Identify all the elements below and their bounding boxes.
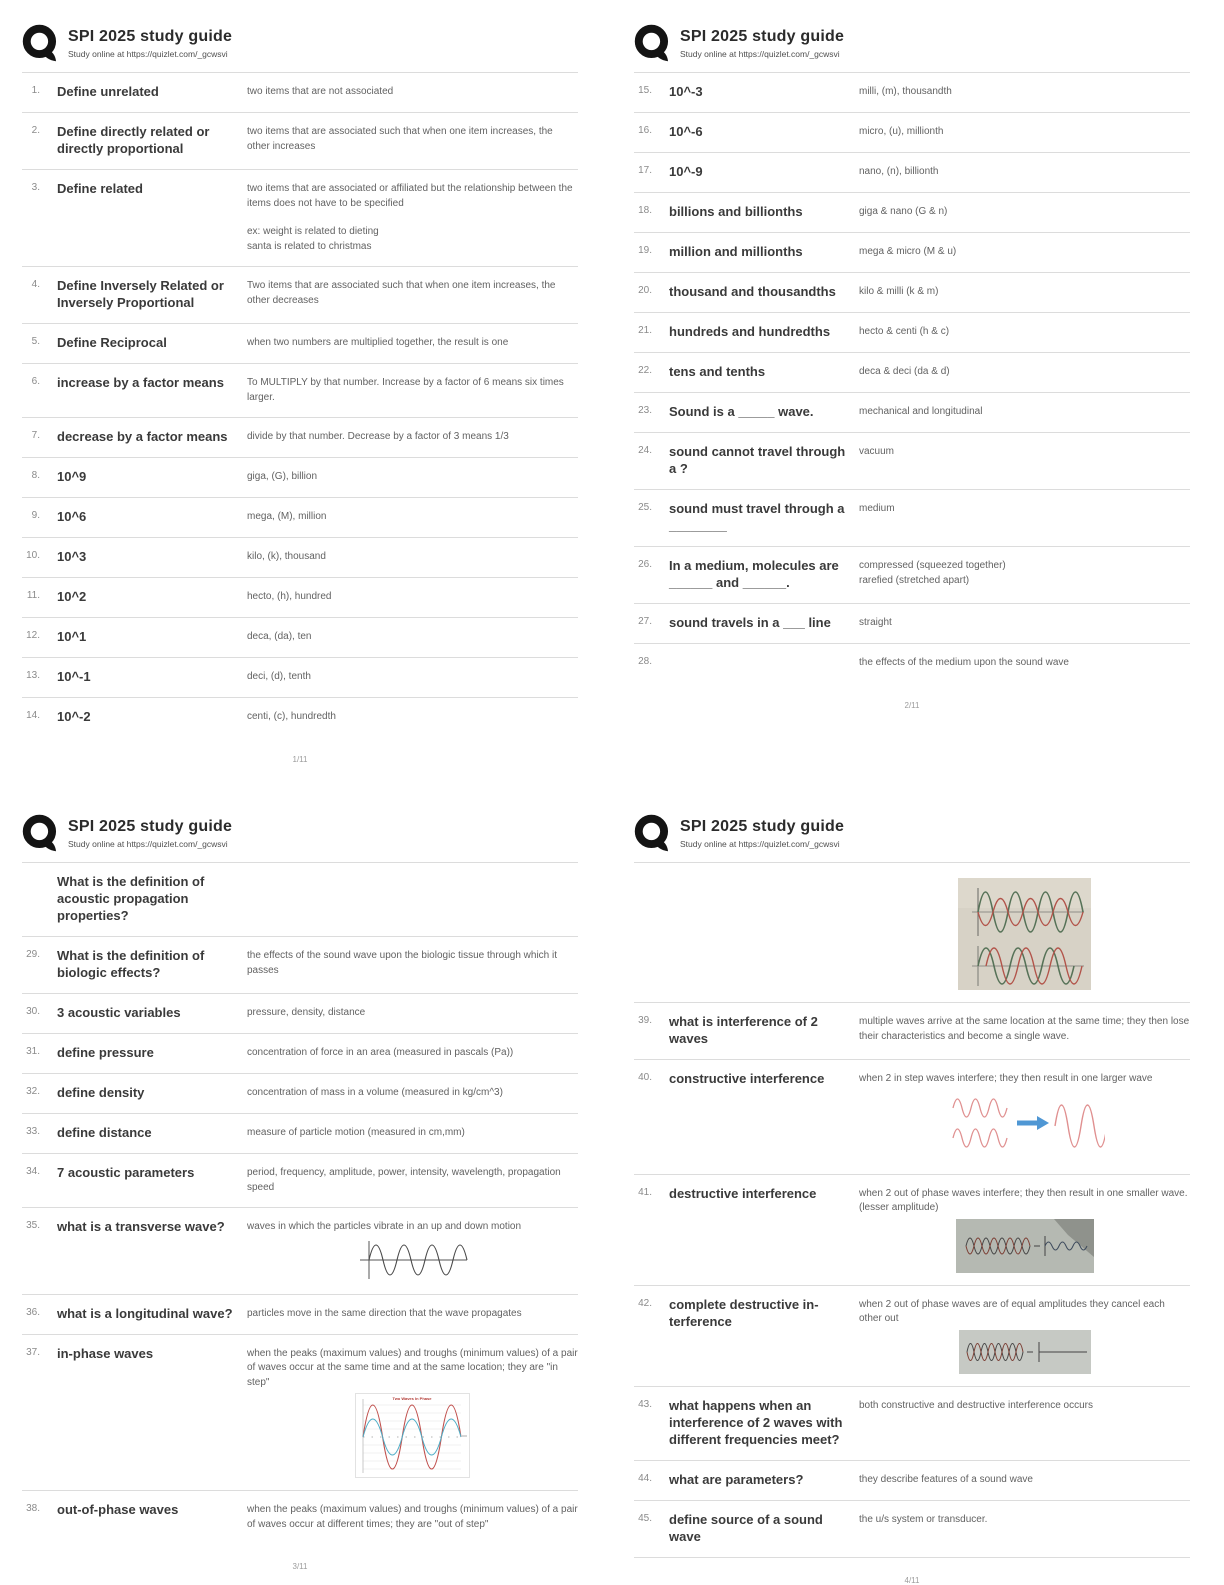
- item-number: 17.: [638, 165, 652, 176]
- item-number: 24.: [638, 445, 652, 456]
- item-number: 11.: [26, 590, 40, 601]
- item-definition: [859, 1185, 1190, 1273]
- item-row: [22, 1490, 578, 1544]
- definition-line: milli, (m), thousandth: [859, 86, 952, 97]
- item-definition: [859, 163, 1190, 180]
- item-number: 15.: [638, 85, 652, 96]
- item-definition: [247, 1084, 578, 1101]
- definition-line: when the peaks (maximum values) and troughs (minimum values) of a pair of waves occur at different times; they are "out of step": [247, 1504, 578, 1530]
- item-row: [634, 192, 1190, 232]
- item-definition: [859, 873, 1190, 990]
- item-row: [22, 1207, 578, 1294]
- page-header: [22, 24, 578, 62]
- definition-line: mega, (M), million: [247, 511, 327, 522]
- quizlet-q-logo-icon: [22, 814, 60, 852]
- definition-line: when 2 in step waves interfere; they then result in one larger wave: [859, 1073, 1153, 1084]
- item-row: [634, 1285, 1190, 1386]
- destructive-interference-photo: [956, 1219, 1094, 1273]
- definition-line: To MULTIPLY by that number. Increase by a factor of 6 means six times larger.: [247, 377, 564, 403]
- item-definition: [247, 628, 578, 645]
- item-term: 10^3: [57, 549, 87, 564]
- definition-line: santa is related to christmas: [247, 240, 372, 252]
- item-row: [22, 993, 578, 1033]
- item-number: 43.: [638, 1398, 652, 1410]
- item-term: thousand and thousandths: [669, 284, 836, 299]
- quizlet-q-logo-icon: [22, 24, 60, 62]
- item-row: [22, 363, 578, 417]
- rows: [634, 72, 1190, 683]
- item-number: 34.: [26, 1166, 40, 1177]
- complete-destructive-photo: [859, 1330, 1190, 1374]
- definition-line: the effects of the medium upon the sound wave: [859, 657, 1069, 668]
- item-term: 7 acoustic parameters: [57, 1165, 195, 1180]
- constructive-interference-diagram: [945, 1090, 1105, 1162]
- item-row: [22, 617, 578, 657]
- item-number: 40.: [638, 1072, 652, 1083]
- item-number: 21.: [638, 325, 652, 336]
- definition-line: measure of particle motion (measured in cm,mm): [247, 1127, 465, 1138]
- definition-line: pressure, density, distance: [247, 1007, 366, 1018]
- definition-line: micro, (u), millionth: [859, 126, 944, 137]
- definition-line: waves in which the particles vibrate in an up and down motion: [247, 1221, 522, 1232]
- definition-line: rarefied (stretched apart): [859, 574, 970, 586]
- item-term: million and millionths: [669, 244, 803, 259]
- item-number: 3.: [31, 182, 40, 193]
- definition-line: the u/s system or transducer.: [859, 1513, 988, 1525]
- definition-line: when the peaks (maximum values) and troughs (minimum values) of a pair of waves occur at the same time and at the same location; they are "in step": [247, 1347, 578, 1388]
- item-definition: [247, 1218, 578, 1282]
- item-number: 16.: [638, 125, 652, 136]
- item-term: Define Inversely Related or Inversely Proportional: [57, 278, 224, 310]
- item-row: [634, 603, 1190, 643]
- out-of-phase-waves-photo: [958, 878, 1091, 990]
- definition-line: deca, (da), ten: [247, 631, 312, 642]
- item-term: define pressure: [57, 1045, 154, 1060]
- item-definition: [247, 508, 578, 525]
- complete-destructive-interference-photo: [959, 1330, 1091, 1374]
- definition-line: Two items that are associated such that when one item increases, the other decreases: [247, 280, 556, 306]
- quizlet-logo-icon: [22, 24, 60, 62]
- page-title: SPI 2025 study guide: [680, 27, 845, 45]
- item-number: 36.: [26, 1306, 40, 1318]
- item-number: 23.: [638, 405, 652, 416]
- item-number: 20.: [638, 285, 652, 296]
- item-number: 18.: [638, 205, 652, 216]
- item-number: 6.: [31, 376, 40, 387]
- destructive-photo: [859, 1219, 1190, 1273]
- item-term: what is a longitudinal wave?: [57, 1305, 233, 1321]
- item-number: 37.: [26, 1346, 40, 1358]
- item-definition: [247, 1164, 578, 1195]
- item-definition: [859, 83, 1190, 100]
- item-term: 10^-9: [669, 164, 703, 179]
- item-definition: [247, 123, 578, 157]
- item-row: [22, 862, 578, 936]
- item-number: 26.: [638, 559, 652, 570]
- item-row: [634, 272, 1190, 312]
- definition-line: they describe features of a sound wave: [859, 1473, 1033, 1485]
- item-number: 2.: [31, 125, 40, 136]
- item-definition: [247, 1124, 578, 1141]
- item-row: [22, 266, 578, 323]
- item-definition: [859, 614, 1190, 631]
- item-term: increase by a factor means: [57, 375, 224, 390]
- item-term: what is interference of 2 waves: [669, 1014, 818, 1046]
- item-definition: [247, 1305, 578, 1322]
- item-number: 32.: [26, 1086, 40, 1097]
- item-row: [634, 643, 1190, 683]
- item-term: define distance: [57, 1125, 152, 1140]
- item-term: Define directly related or directly proportional: [57, 124, 210, 156]
- item-definition: [247, 83, 578, 100]
- item-term: 10^9: [57, 469, 87, 484]
- item-row: [22, 323, 578, 363]
- page-header: [22, 814, 578, 852]
- item-term: What is the definition of acoustic propagation properties?: [57, 874, 205, 923]
- definition-line: concentration of force in an area (measured in pascals (Pa)): [247, 1047, 514, 1058]
- item-definition: [247, 468, 578, 485]
- item-number: 44.: [638, 1472, 652, 1484]
- item-term: out-of-phase waves: [57, 1502, 179, 1517]
- item-term: In a medium, molecules are ______ and ______.: [669, 558, 839, 590]
- definition-line: concentration of mass in a volume (measured in kg/cm^3): [247, 1087, 503, 1098]
- item-term: sound travels in a ___ line: [669, 615, 831, 630]
- page-footer: 1/11: [292, 755, 308, 764]
- item-definition: [859, 323, 1190, 340]
- item-definition: [859, 203, 1190, 220]
- item-term: What is the definition of biologic effects?: [57, 948, 205, 980]
- item-term: what are parameters?: [669, 1471, 804, 1487]
- item-row: [22, 1294, 578, 1334]
- item-definition: [859, 1013, 1190, 1047]
- item-row: [634, 1059, 1190, 1174]
- item-row: [22, 497, 578, 537]
- item-row: [22, 457, 578, 497]
- item-definition: [247, 668, 578, 685]
- item-definition: [247, 1501, 578, 1532]
- item-definition: [859, 363, 1190, 380]
- item-number: 8.: [31, 470, 40, 481]
- item-term: 3 acoustic variables: [57, 1005, 181, 1020]
- item-definition: [247, 1004, 578, 1021]
- item-definition: [247, 548, 578, 565]
- study-online-link[interactable]: Study online at https://quizlet.com/_gcwsvi: [680, 838, 840, 849]
- item-definition: [247, 873, 578, 924]
- definition-line: compressed (squeezed together): [859, 560, 1006, 571]
- item-definition: [247, 1345, 578, 1479]
- item-number: 35.: [26, 1220, 40, 1231]
- item-number: 33.: [26, 1126, 40, 1137]
- definition-line: nano, (n), billionth: [859, 166, 939, 177]
- svg-text:Two Waves In Phase: Two Waves In Phase: [392, 1396, 432, 1401]
- definition-line: hecto, (h), hundred: [247, 591, 332, 602]
- item-number: 22.: [638, 365, 652, 376]
- item-definition: [859, 557, 1190, 591]
- item-row: [634, 1500, 1190, 1558]
- page-footer: 2/11: [904, 700, 920, 710]
- item-definition: [247, 1044, 578, 1061]
- item-term: Define unrelated: [57, 84, 159, 99]
- item-row: [634, 432, 1190, 489]
- item-term: 10^1: [57, 629, 87, 644]
- item-row: [634, 1002, 1190, 1059]
- rows: [22, 72, 578, 737]
- item-number: 19.: [638, 245, 652, 256]
- item-definition: [859, 654, 1190, 671]
- page-footer: 3/11: [292, 1562, 308, 1571]
- item-number: 1.: [31, 85, 40, 96]
- definition-line: giga, (G), billion: [247, 471, 318, 482]
- item-number: 9.: [31, 510, 40, 521]
- definition-line: when 2 out of phase waves interfere; they then result in one smaller wave. (lesser amplitude): [859, 1187, 1188, 1213]
- item-definition: [247, 180, 578, 254]
- definition-line: mega & micro (M & u): [859, 246, 957, 257]
- item-row: [22, 72, 578, 112]
- transverse-wave-drawing: [357, 1238, 469, 1282]
- page-title: SPI 2025 study guide: [68, 27, 233, 45]
- in-phase-waves-chart: [355, 1393, 470, 1478]
- item-row: [634, 112, 1190, 152]
- item-definition: [859, 1296, 1190, 1374]
- item-definition: [859, 243, 1190, 260]
- definition-line: kilo, (k), thousand: [247, 551, 326, 562]
- item-number: 4.: [31, 279, 40, 290]
- definition-line: straight: [859, 617, 892, 628]
- item-definition: [859, 1511, 1190, 1545]
- item-row: [634, 862, 1190, 1002]
- item-term: tens and tenths: [669, 364, 766, 379]
- item-row: [22, 1113, 578, 1153]
- item-number: 42.: [638, 1297, 652, 1309]
- definition-line: centi, (c), hundredth: [247, 711, 336, 722]
- item-term: in-phase waves: [57, 1345, 154, 1361]
- item-term: constructive interference: [669, 1071, 825, 1086]
- item-number: 29.: [26, 949, 40, 960]
- item-term: [669, 873, 859, 990]
- item-row: [634, 72, 1190, 112]
- item-term: 10^-1: [57, 669, 91, 684]
- in-phase-chart: [247, 1393, 578, 1478]
- item-row: [22, 657, 578, 697]
- item-term: 10^2: [57, 589, 87, 604]
- quizlet-logo-icon: [22, 814, 60, 852]
- item-row: [22, 697, 578, 737]
- definition-line: hecto & centi (h & c): [859, 326, 950, 337]
- item-term: billions and billionths: [669, 204, 803, 219]
- quizlet-q-logo-icon: [634, 814, 672, 852]
- item-number: 38.: [26, 1503, 40, 1514]
- item-definition: [247, 708, 578, 725]
- item-term: decrease by a factor means: [57, 429, 228, 444]
- page-title: SPI 2025 study guide: [68, 817, 233, 835]
- page-3: [0, 790, 612, 1571]
- item-row: [22, 112, 578, 169]
- definition-line: kilo & milli (k & m): [859, 286, 939, 297]
- item-definition: [859, 283, 1190, 300]
- study-online-link[interactable]: Study online at https://quizlet.com/_gcwsvi: [680, 48, 840, 59]
- item-number: 27.: [638, 616, 652, 627]
- item-row: [634, 152, 1190, 192]
- quizlet-logo-icon: [634, 24, 672, 62]
- item-term: sound cannot travel through a ?: [669, 444, 846, 476]
- item-number: 12.: [26, 630, 40, 641]
- item-definition: [247, 428, 578, 445]
- item-number: 45.: [638, 1512, 652, 1524]
- item-term: Define Reciprocal: [57, 335, 167, 350]
- item-term: hundreds and hundredths: [669, 324, 831, 339]
- definition-line: both constructive and destructive interference occurs: [859, 1399, 1094, 1411]
- item-definition: [859, 1471, 1190, 1488]
- definition-line: two items that are associated such that when one item increases, the other increases: [247, 126, 553, 152]
- item-number: 7.: [31, 430, 40, 441]
- item-number: 28.: [638, 656, 652, 667]
- page-title: SPI 2025 study guide: [680, 817, 845, 835]
- item-row: [634, 1386, 1190, 1460]
- rows: [634, 862, 1190, 1558]
- item-definition: [859, 123, 1190, 140]
- item-row: [634, 352, 1190, 392]
- item-term: 10^-3: [669, 84, 703, 99]
- definition-line: deci, (d), tenth: [247, 671, 311, 682]
- item-term: define density: [57, 1085, 145, 1100]
- item-term: what happens when an interference of 2 waves with different frequencies meet?: [669, 1397, 843, 1447]
- item-number: 13.: [26, 670, 40, 681]
- definition-line: when 2 out of phase waves are of equal amplitudes they cancel each other out: [859, 1298, 1165, 1324]
- definition-line: deca & deci (da & d): [859, 366, 950, 377]
- item-row: [22, 169, 578, 266]
- item-term: destructive interference: [669, 1185, 817, 1201]
- item-term: 10^6: [57, 509, 87, 524]
- definition-line: ex: weight is related to dieting: [247, 226, 379, 237]
- item-definition: [859, 1397, 1190, 1448]
- item-definition: [859, 500, 1190, 534]
- definition-line: multiple waves arrive at the same location at the same time; they then lose their characteristics and become a single wave.: [859, 1016, 1190, 1042]
- item-row: [634, 489, 1190, 546]
- item-number: [634, 873, 669, 990]
- item-row: [22, 1073, 578, 1113]
- page-4: [612, 790, 1224, 1585]
- definition-gap: [247, 211, 578, 225]
- item-number: 25.: [638, 502, 652, 513]
- rows: [22, 862, 578, 1544]
- item-definition: [859, 403, 1190, 420]
- page-header: [634, 814, 1190, 852]
- item-number: 5.: [31, 336, 40, 347]
- item-term: 10^-6: [669, 124, 703, 139]
- item-row: [22, 1033, 578, 1073]
- item-definition: [247, 947, 578, 981]
- item-row: [22, 537, 578, 577]
- definition-line: mechanical and longitudinal: [859, 406, 983, 417]
- item-definition: [247, 334, 578, 351]
- item-row: [22, 1334, 578, 1491]
- item-definition: [859, 1070, 1190, 1162]
- item-definition: [247, 588, 578, 605]
- item-row: [634, 232, 1190, 272]
- transverse-wave-sketch: [247, 1238, 578, 1282]
- item-number: 14.: [26, 710, 40, 721]
- item-term: what is a transverse wave?: [57, 1219, 225, 1234]
- page-header: [634, 24, 1190, 62]
- item-row: [634, 1174, 1190, 1285]
- definition-line: two items that are not associated: [247, 86, 394, 97]
- definition-line: giga & nano (G & n): [859, 206, 948, 217]
- item-number: 10.: [26, 550, 40, 561]
- item-number: 39.: [638, 1015, 652, 1026]
- item-term: complete destructive interference: [669, 1296, 819, 1329]
- definition-line: period, frequency, amplitude, power, intensity, wavelength, propagation speed: [247, 1167, 561, 1193]
- study-online-link[interactable]: Study online at https://quizlet.com/_gcwsvi: [68, 48, 228, 59]
- quizlet-logo-icon: [634, 814, 672, 852]
- page-footer: 4/11: [904, 1575, 920, 1585]
- definition-line: divide by that number. Decrease by a factor of 3 means 1/3: [247, 431, 509, 442]
- item-term: sound must travel through a ________: [669, 501, 845, 533]
- page-2: [612, 0, 1224, 710]
- definition-line: the effects of the sound wave upon the biologic tissue through which it passes: [247, 950, 558, 976]
- item-term: Sound is a _____ wave.: [669, 404, 814, 419]
- item-row: [22, 1153, 578, 1207]
- item-term: define source of a sound wave: [669, 1511, 823, 1544]
- item-definition: [247, 277, 578, 311]
- item-term: Define related: [57, 181, 143, 196]
- constructive-diagram: [859, 1090, 1190, 1162]
- item-number: 41.: [638, 1186, 652, 1198]
- item-number: [22, 873, 57, 924]
- item-row: [22, 417, 578, 457]
- item-row: [634, 546, 1190, 603]
- definition-line: vacuum: [859, 446, 895, 457]
- item-definition: [247, 374, 578, 405]
- item-number: 31.: [26, 1046, 40, 1057]
- item-number: 30.: [26, 1006, 40, 1017]
- item-row: [22, 936, 578, 993]
- item-row: [634, 1460, 1190, 1500]
- definition-line: when two numbers are multiplied together, the result is one: [247, 337, 509, 348]
- page-1: [0, 0, 612, 764]
- definition-line: medium: [859, 503, 895, 514]
- item-term: 10^-2: [57, 709, 91, 724]
- definition-line: two items that are associated or affiliated but the relationship between the items does not have to be specified: [247, 183, 573, 209]
- definition-line: particles move in the same direction that the wave propagates: [247, 1307, 522, 1319]
- item-row: [634, 312, 1190, 352]
- quizlet-q-logo-icon: [634, 24, 672, 62]
- study-online-link[interactable]: Study online at https://quizlet.com/_gcwsvi: [68, 838, 228, 849]
- item-term: [669, 654, 859, 671]
- item-row: [22, 577, 578, 617]
- item-definition: [859, 443, 1190, 477]
- item-row: [634, 392, 1190, 432]
- out-of-phase-photo: [859, 878, 1190, 990]
